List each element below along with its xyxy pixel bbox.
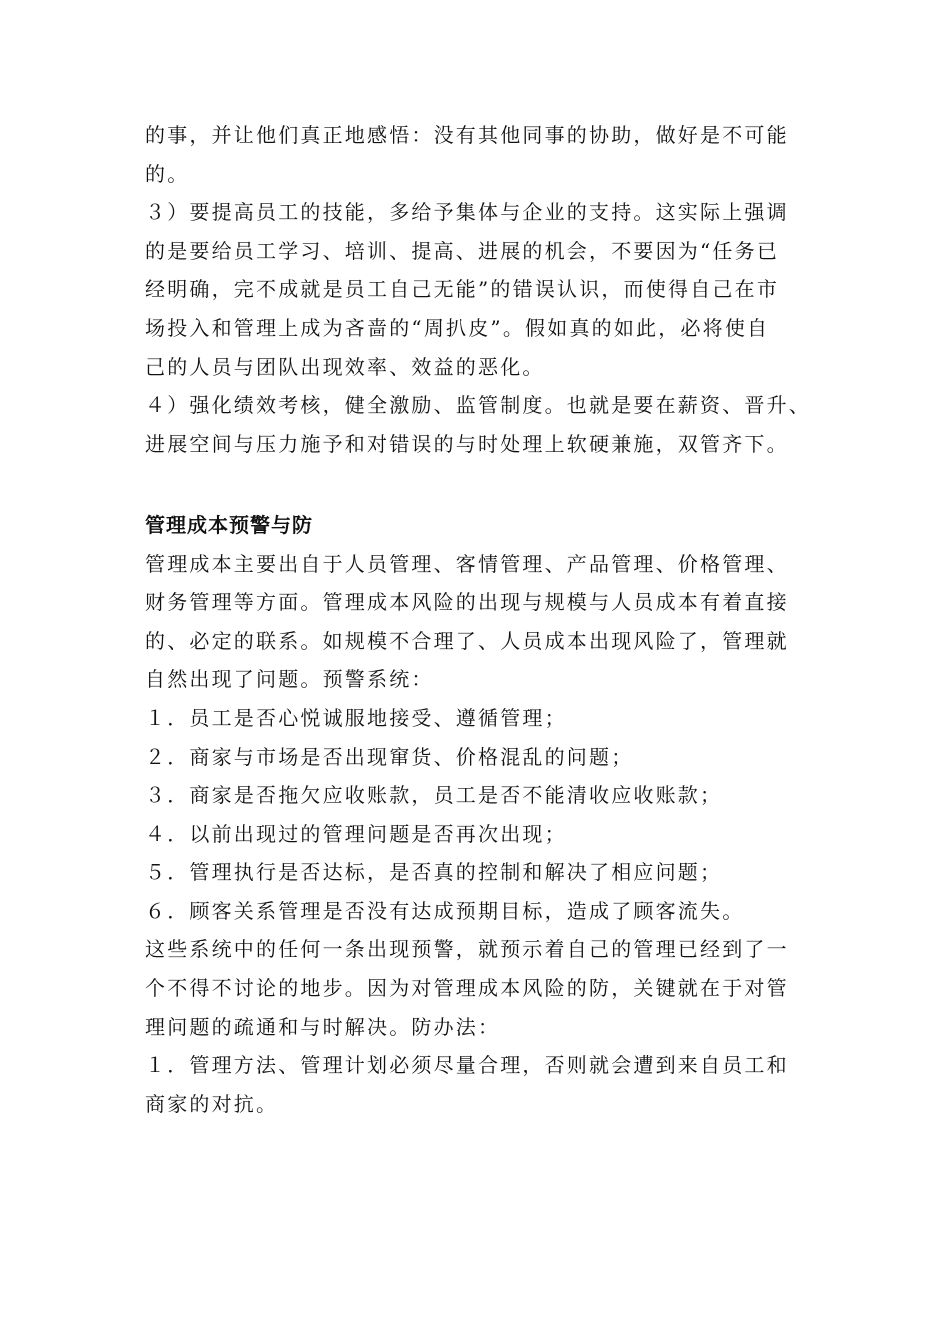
body-line: 的是要给员工学习、培训、提高、进展的机会，不要因为“任务已 <box>145 238 780 263</box>
body-line: 财务管理等方面。管理成本风险的出现与规模与人员成本有着直接 <box>145 590 789 615</box>
list-item: ６．顾客关系管理是否没有达成预期目标，造成了顾客流失。 <box>145 898 745 923</box>
body-line: ３）要提高员工的技能，多给予集体与企业的支持。这实际上强调 <box>145 200 789 225</box>
body-line: 的事，并让他们真正地感悟：没有其他同事的协助，做好是不可能 <box>145 123 789 147</box>
body-line: 进展空间与压力施予和对错误的与时处理上软硬兼施，双管齐下。 <box>145 431 789 456</box>
body-line: 这些系统中的任何一条出现预警，就预示着自己的管理已经到了一 <box>145 937 789 962</box>
body-line: 商家的对抗。 <box>145 1091 279 1116</box>
body-line: 的、必定的联系。如规模不合理了、人员成本出现风险了，管理就 <box>145 628 789 653</box>
body-line: 场投入和管理上成为吝啬的“周扒皮”。假如真的如此，必将使自 <box>145 315 770 340</box>
body-line: 管理成本主要出自于人员管理、客情管理、产品管理、价格管理、 <box>145 551 789 576</box>
section-heading: 管理成本预警与防 <box>145 512 313 537</box>
list-item: １．管理方法、管理计划必须尽量合理，否则就会遭到来自员工和 <box>145 1053 789 1078</box>
body-line: 经明确，完不成就是员工自己无能”的错误认识，而使得自己在市 <box>145 277 780 302</box>
list-item: ２．商家与市场是否出现窜货、价格混乱的问题； <box>145 744 634 769</box>
body-line: 己的人员与团队出现效率、效益的恶化。 <box>145 354 545 379</box>
list-item: ５．管理执行是否达标，是否真的控制和解决了相应问题； <box>145 860 723 885</box>
body-line: ４）强化绩效考核，健全激励、监管制度。也就是要在薪资、晋升、 <box>145 393 811 418</box>
body-line: 个不得不讨论的地步。因为对管理成本风险的防，关键就在于对管 <box>145 976 789 1001</box>
document-body <box>145 116 825 1123</box>
paragraph-gap <box>145 463 825 502</box>
list-item: １．员工是否心悦诚服地接受、遵循管理； <box>145 705 567 730</box>
body-line: 的。 <box>145 161 190 186</box>
body-line: 理问题的疏通和与时解决。防办法： <box>145 1014 501 1039</box>
list-item: ３．商家是否拖欠应收账款，员工是否不能清收应收账款； <box>145 783 723 808</box>
list-item: ４．以前出现过的管理问题是否再次出现； <box>145 821 567 846</box>
body-line: 自然出现了问题。预警系统： <box>145 667 434 692</box>
